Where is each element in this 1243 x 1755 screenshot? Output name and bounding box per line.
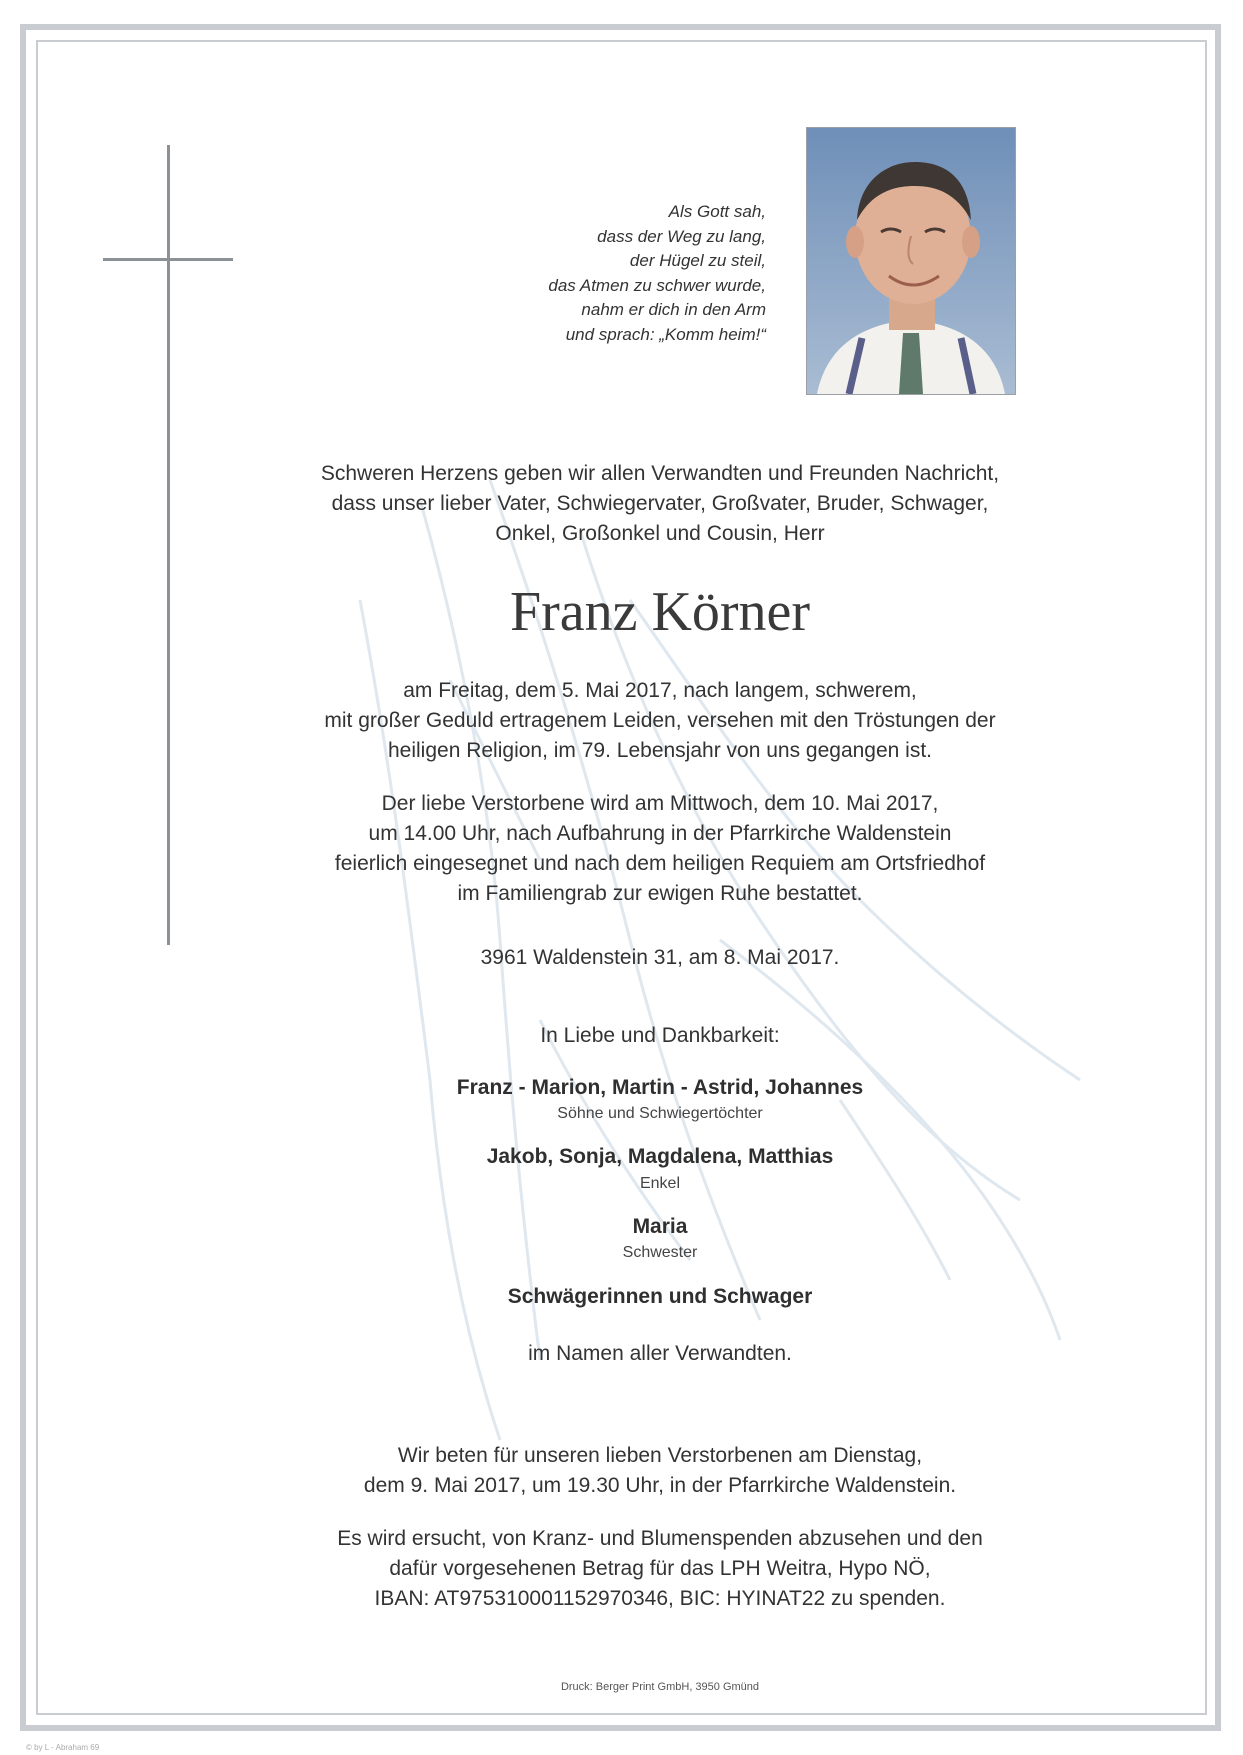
death-info-line: mit großer Geduld ertragenem Leiden, versehen mit den Tröstungen der xyxy=(324,709,996,732)
mourner-relation: Enkel xyxy=(639,1175,681,1192)
prayer-info xyxy=(160,1441,1160,1501)
funeral-info xyxy=(160,789,1160,909)
mourner-names: Jakob, Sonja, Magdalena, Matthias xyxy=(486,1145,834,1168)
funeral-info-line: im Familiengrab zur ewigen Ruhe bestattet. xyxy=(457,882,863,905)
copyright-credit: © by L - Abraham 69 xyxy=(26,1743,100,1752)
mourner-relation: Söhne und Schwiegertöchter xyxy=(557,1105,763,1122)
funeral-info-line: Der liebe Verstorbene wird am Mittwoch, dem 10. Mai 2017, xyxy=(381,792,939,815)
closing-text: im Namen aller Verwandten. xyxy=(528,1342,792,1365)
place-date: 3961 Waldenstein 31, am 8. Mai 2017. xyxy=(480,946,840,969)
funeral-info-line: feierlich eingesegnet und nach dem heiligen Requiem am Ortsfriedhof xyxy=(334,852,986,875)
prayer-info-line: Wir beten für unseren lieben Verstorbenen am Dienstag, xyxy=(397,1444,923,1467)
cross-horizontal-bar xyxy=(103,258,233,261)
donation-info xyxy=(160,1524,1160,1614)
prayer-info-line: dem 9. Mai 2017, um 19.30 Uhr, in der Pfarrkirche Waldenstein. xyxy=(363,1474,957,1497)
announcement-line: Schweren Herzens geben wir allen Verwandten und Freunden Nachricht, xyxy=(320,462,1000,485)
donation-info-line: dafür vorgesehenen Betrag für das LPH Weitra, Hypo NÖ, xyxy=(389,1557,931,1580)
mourner-relation: Schwester xyxy=(622,1244,698,1261)
death-info-line: heiligen Religion, im 79. Lebensjahr von uns gegangen ist. xyxy=(387,739,933,762)
funeral-info-line: um 14.00 Uhr, nach Aufbahrung in der Pfarrkirche Waldenstein xyxy=(368,822,952,845)
verse-line: das Atmen zu schwer wurde, xyxy=(548,275,766,295)
printer-credit: Druck: Berger Print GmbH, 3950 Gmünd xyxy=(560,1681,760,1693)
donation-info-line: Es wird ersucht, von Kranz- und Blumenspenden abzusehen und den xyxy=(337,1527,983,1550)
death-info xyxy=(160,676,1160,766)
verse-line: und sprach: „Komm heim!“ xyxy=(565,324,766,344)
death-info-line: am Freitag, dem 5. Mai 2017, nach langem, schwerem, xyxy=(403,679,917,702)
announcement-line: Onkel, Großonkel und Cousin, Herr xyxy=(495,522,825,545)
announcement-line: dass unser lieber Vater, Schwiegervater, Großvater, Bruder, Schwager, xyxy=(331,492,989,515)
verse-line: der Hügel zu steil, xyxy=(629,251,766,270)
mourners-intro: In Liebe und Dankbarkeit: xyxy=(540,1024,780,1047)
portrait-photo xyxy=(806,127,1016,395)
mourner-names: Schwägerinnen und Schwager xyxy=(507,1285,813,1308)
verse-line: Als Gott sah, xyxy=(668,202,766,221)
donation-info-line: IBAN: AT975310001152970346, BIC: HYINAT22 zu spenden. xyxy=(374,1587,946,1610)
deceased-name: Franz Körner xyxy=(509,581,811,643)
announcement-text xyxy=(160,459,1160,549)
mourner-names: Franz - Marion, Martin - Astrid, Johannes xyxy=(456,1076,864,1099)
verse-line: dass der Weg zu lang, xyxy=(597,226,766,246)
verse-line: nahm er dich in den Arm xyxy=(581,300,766,319)
mourner-names: Maria xyxy=(632,1215,688,1238)
poem-verse xyxy=(430,200,766,347)
